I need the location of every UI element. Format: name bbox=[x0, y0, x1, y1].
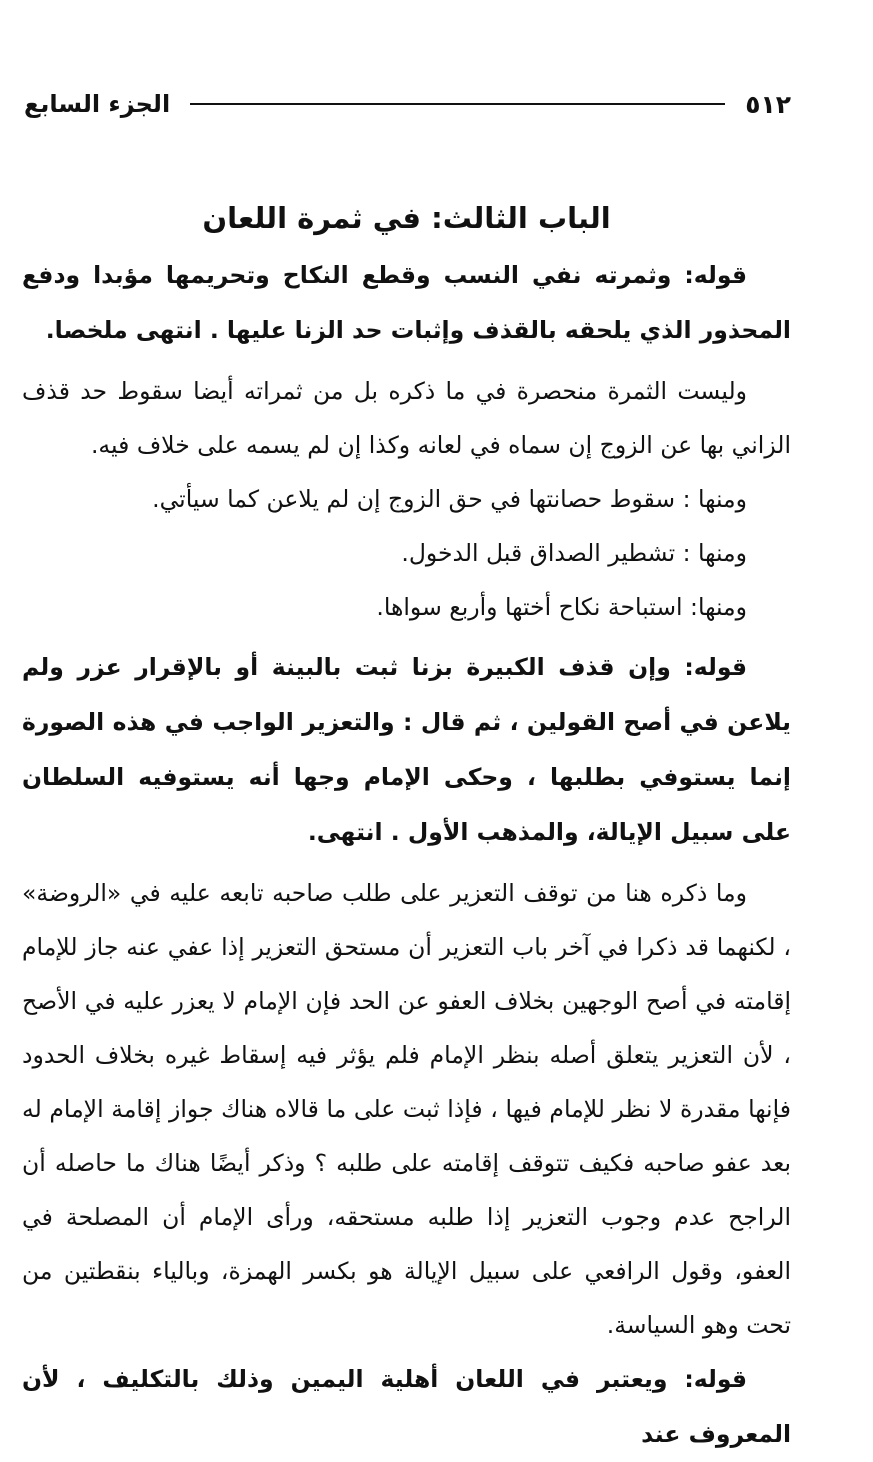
list-item-paragraph: ومنها : سقوط حصانتها في حق الزوج إن لم يلاعن كما سيأتي. bbox=[152, 485, 747, 513]
chapter-title: الباب الثالث: في ثمرة اللعان bbox=[202, 201, 611, 235]
commentary-paragraph: وما ذكره هنا من توقف التعزير على طلب صاحبه تابعه عليه في «الروضة» ، لكنهما قد ذكرا في آخر باب التعزير أن مستحق التعزير إذا عفي عنه جاز للإمام إقامته في أصح الوجهين بخلاف العفو عن الحد فإن الإمام لا يعزر عليه في الأصح ، لأن التعزير يتعلق أصله بنظر الإمام فلم يؤثر فيه إسقاط غيره بخلاف الحدود فإنها مقدرة لا نظر للإمام فيها ، فإذا ثبت على ما قالاه هناك جواز إقامة الإمام له بعد عفو صاحبه فكيف تتوقف إقامته على طلبه ؟ وذكر أيضًا هناك ما حاصله أن الراجح عدم وجوب التعزير إذا طلبه مستحقه، ورأى الإمام أن المصلحة في العفو، وقول الرافعي على سبيل الإيالة هو بكسر الهمزة، وبالياء بنقطتين من تحت وهو السياسة. bbox=[22, 879, 791, 1339]
page-body bbox=[22, 190, 791, 1462]
quote-paragraph: قوله: وثمرته نفي النسب وقطع النكاح وتحريمها مؤبدا ودفع المحذور الذي يلحقه بالقذف وإثبات حد الزنا عليها . انتهى ملخصا. bbox=[22, 261, 791, 344]
running-header bbox=[24, 84, 791, 124]
quote-paragraph: قوله: وإن قذف الكبيرة بزنا ثبت بالبينة أو بالإقرار عزر ولم يلاعن في أصح القولين ، ثم قال : والتعزير الواجب في هذه الصورة إنما يستوفي بطلبها ، وحكى الإمام وجها أنه يستوفيه السلطان على سبيل الإيالة، والمذهب الأول . انتهى. bbox=[22, 653, 791, 846]
commentary-paragraph: وليست الثمرة منحصرة في ما ذكره بل من ثمراته أيضا سقوط حد قذف الزاني بها عن الزوج إن سماه في لعانه وكذا إن لم يسمه على خلاف فيه. bbox=[22, 377, 791, 459]
list-item-paragraph: ومنها : تشطير الصداق قبل الدخول. bbox=[401, 539, 747, 567]
part-title: الجزء السابع bbox=[24, 90, 171, 118]
list-item-paragraph: ومنها: استباحة نكاح أختها وأربع سواها. bbox=[376, 593, 747, 621]
quote-paragraph: قوله: ويعتبر في اللعان أهلية اليمين وذلك بالتكليف ، لأن المعروف عند bbox=[22, 1365, 791, 1448]
page-number: ٥١٢ bbox=[745, 89, 791, 119]
header-rule bbox=[190, 103, 725, 105]
